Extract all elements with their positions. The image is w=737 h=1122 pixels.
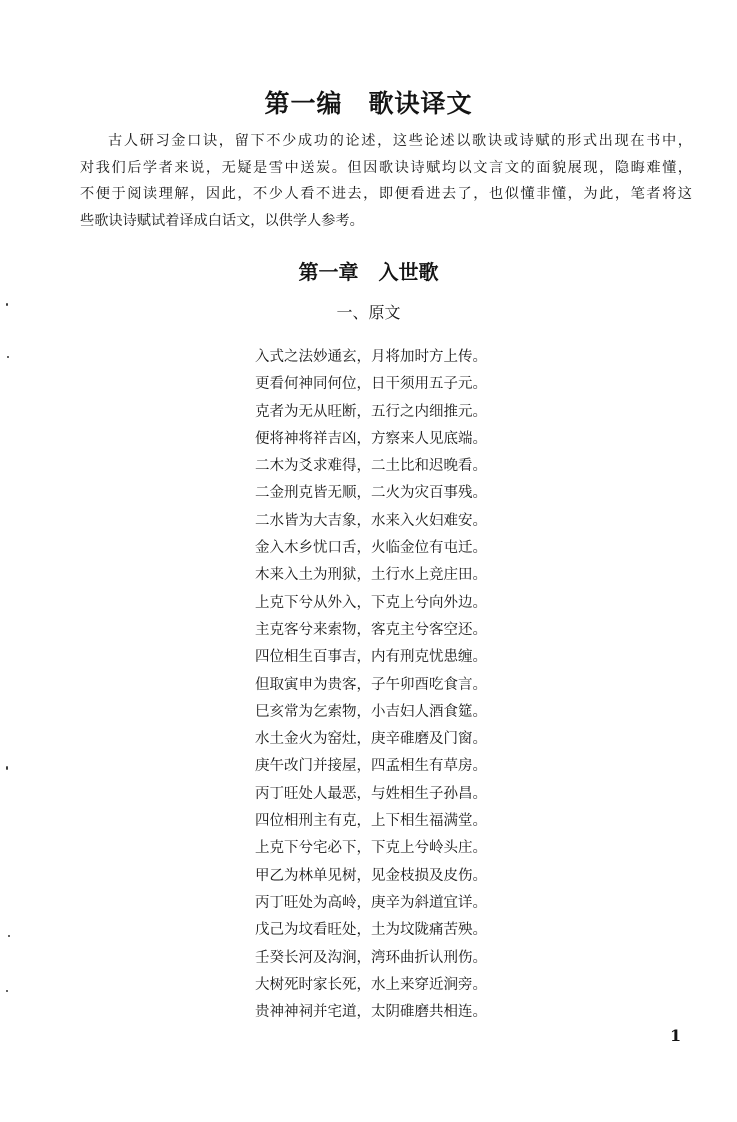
verse-line: 壬癸长河及沟涧，湾环曲折认刑伤。 [255,949,487,966]
verse-line: 木来入土为刑狱，土行水上竞庄田。 [255,567,487,584]
verse-line: 入式之法妙通玄，月将加时方上传。 [255,349,487,365]
verse-line: 二水皆为大吉象，水来入火妇难安。 [255,512,487,529]
verse-line: 大树死时家长死，水上来穿近涧旁。 [255,976,487,993]
verse-line: 克者为无从旺断，五行之内细推元。 [255,403,487,420]
verse-line: 但取寅申为贵客，子午卯酉吃食言。 [255,676,487,693]
verse-line: 上克下兮宅必下，下克上兮岭头庄。 [255,840,487,857]
verse-line: 二金刑克皆无顺，二火为灾百事残。 [255,485,487,502]
section-title: 一、原文 [336,303,401,322]
scan-speck [8,935,10,937]
verse-line: 四位相刑主有克，上下相生福满堂。 [255,813,487,830]
verse-line: 水土金火为窑灶，庚辛碓磨及门窗。 [255,731,487,748]
scan-speck [7,356,9,358]
intro-paragraph [80,128,692,234]
chapter-title: 第一章 入世歌 [298,260,439,284]
verse-line: 丙丁旺处为高岭，庚辛为斜道宜详。 [255,894,487,911]
page-number: 1 [670,1026,682,1045]
verse-line: 金入木乡忧口舌，火临金位有屯迁。 [255,540,487,557]
verse-line: 更看何神同何位，日干须用五子元。 [255,376,487,393]
verse-line: 甲乙为林单见树，见金枝损及皮伤。 [255,867,487,884]
intro-line: 古人研习金口诀，留下不少成功的论述，这些论述以歌诀或诗赋的形式出现在书中， [108,133,692,149]
scan-speck [6,303,8,306]
verse-line: 便将神将祥吉凶，方察来人见底端。 [255,430,487,447]
scan-speck [6,766,8,770]
verse-line: 戊己为坟看旺处，土为坟陇痛苦殃。 [255,922,487,939]
intro-line: 些歌诀诗赋试着译成白话文，以供学人参考。 [80,212,364,229]
verse-line: 贵神神祠并宅道，太阴碓磨共相连。 [255,1004,487,1021]
scan-speck [6,990,8,992]
page-title: 第一编 歌诀译文 [264,89,473,118]
verse-list [255,344,515,1026]
intro-line: 对我们后学者来说，无疑是雪中送炭。但因歌诀诗赋均以文言文的面貌展现，隐晦难懂， [80,159,692,176]
verse-line: 庚午改门并接屋，四孟相生有草房。 [255,758,487,775]
intro-line: 不便于阅读理解，因此，不少人看不进去，即便看进去了，也似懂非懂，为此，笔者将这 [80,186,692,202]
verse-line: 上克下兮从外入，下克上兮向外边。 [255,594,487,611]
verse-line: 主克客兮来索物，客克主兮客空还。 [255,621,487,638]
verse-line: 四位相生百事吉，内有刑克忧患缠。 [255,649,487,666]
verse-line: 丙丁旺处人最恶，与姓相生子孙昌。 [255,785,487,802]
verse-line: 巳亥常为乞索物，小吉妇人酒食筵。 [255,703,487,720]
verse-line: 二木为爻求难得，二土比和迟晚看。 [255,458,487,475]
